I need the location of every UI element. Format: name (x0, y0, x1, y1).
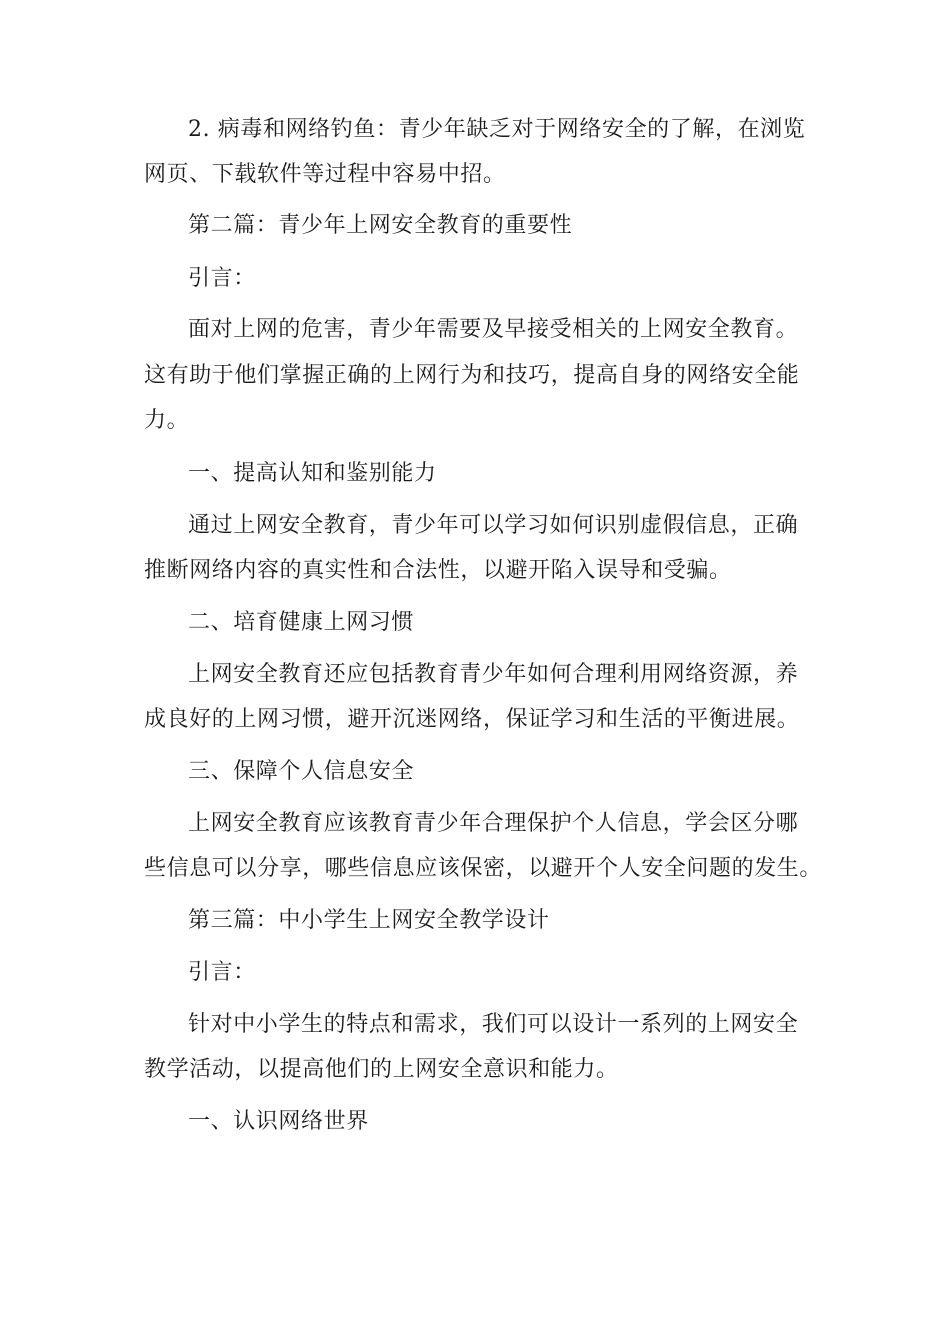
paragraph-line: 些信息可以分享，哪些信息应该保密，以避开个人安全问题的发生。 (144, 856, 823, 881)
paragraph-line: 针对中小学生的特点和需求，我们可以设计一系列的上网安全 (188, 1012, 799, 1037)
paragraph-line: 2. 病毒和网络钓鱼：青少年缺乏对于网络安全的了解，在浏览 (188, 117, 806, 142)
paragraph-line: 推断网络内容的真实性和合法性，以避开陷入误导和受骗。 (144, 558, 732, 583)
paragraph-line: 上网安全教育应该教育青少年合理保护个人信息，学会区分哪 (188, 811, 799, 836)
paragraph-line: 面对上网的危害，青少年需要及早接受相关的上网安全教育。 (188, 317, 799, 342)
subsection-heading: 二、培育健康上网习惯 (188, 610, 415, 635)
subsection-heading: 一、认识网络世界 (188, 1109, 369, 1134)
paragraph-line: 力。 (144, 408, 190, 433)
subsection-heading: 一、提高认知和鉴别能力 (188, 461, 437, 486)
paragraph-line: 成良好的上网习惯，避开沉迷网络，保证学习和生活的平衡进展。 (144, 707, 800, 732)
subsection-heading: 三、保障个人信息安全 (188, 759, 415, 784)
paragraph-line: 这有助于他们掌握正确的上网行为和技巧，提高自身的网络安全能 (144, 363, 800, 388)
section-heading: 第三篇：中小学生上网安全教学设计 (188, 908, 550, 933)
paragraph-line: 网页、下载软件等过程中容易中招。 (144, 162, 506, 187)
intro-label: 引言： (188, 266, 256, 291)
paragraph-line: 教学活动，以提高他们的上网安全意识和能力。 (144, 1057, 619, 1082)
intro-label: 引言： (188, 960, 256, 985)
section-heading: 第二篇：青少年上网安全教育的重要性 (188, 213, 573, 238)
paragraph-line: 通过上网安全教育，青少年可以学习如何识别虚假信息，正确 (188, 513, 799, 538)
paragraph-line: 上网安全教育还应包括教育青少年如何合理利用网络资源，养 (188, 662, 799, 687)
